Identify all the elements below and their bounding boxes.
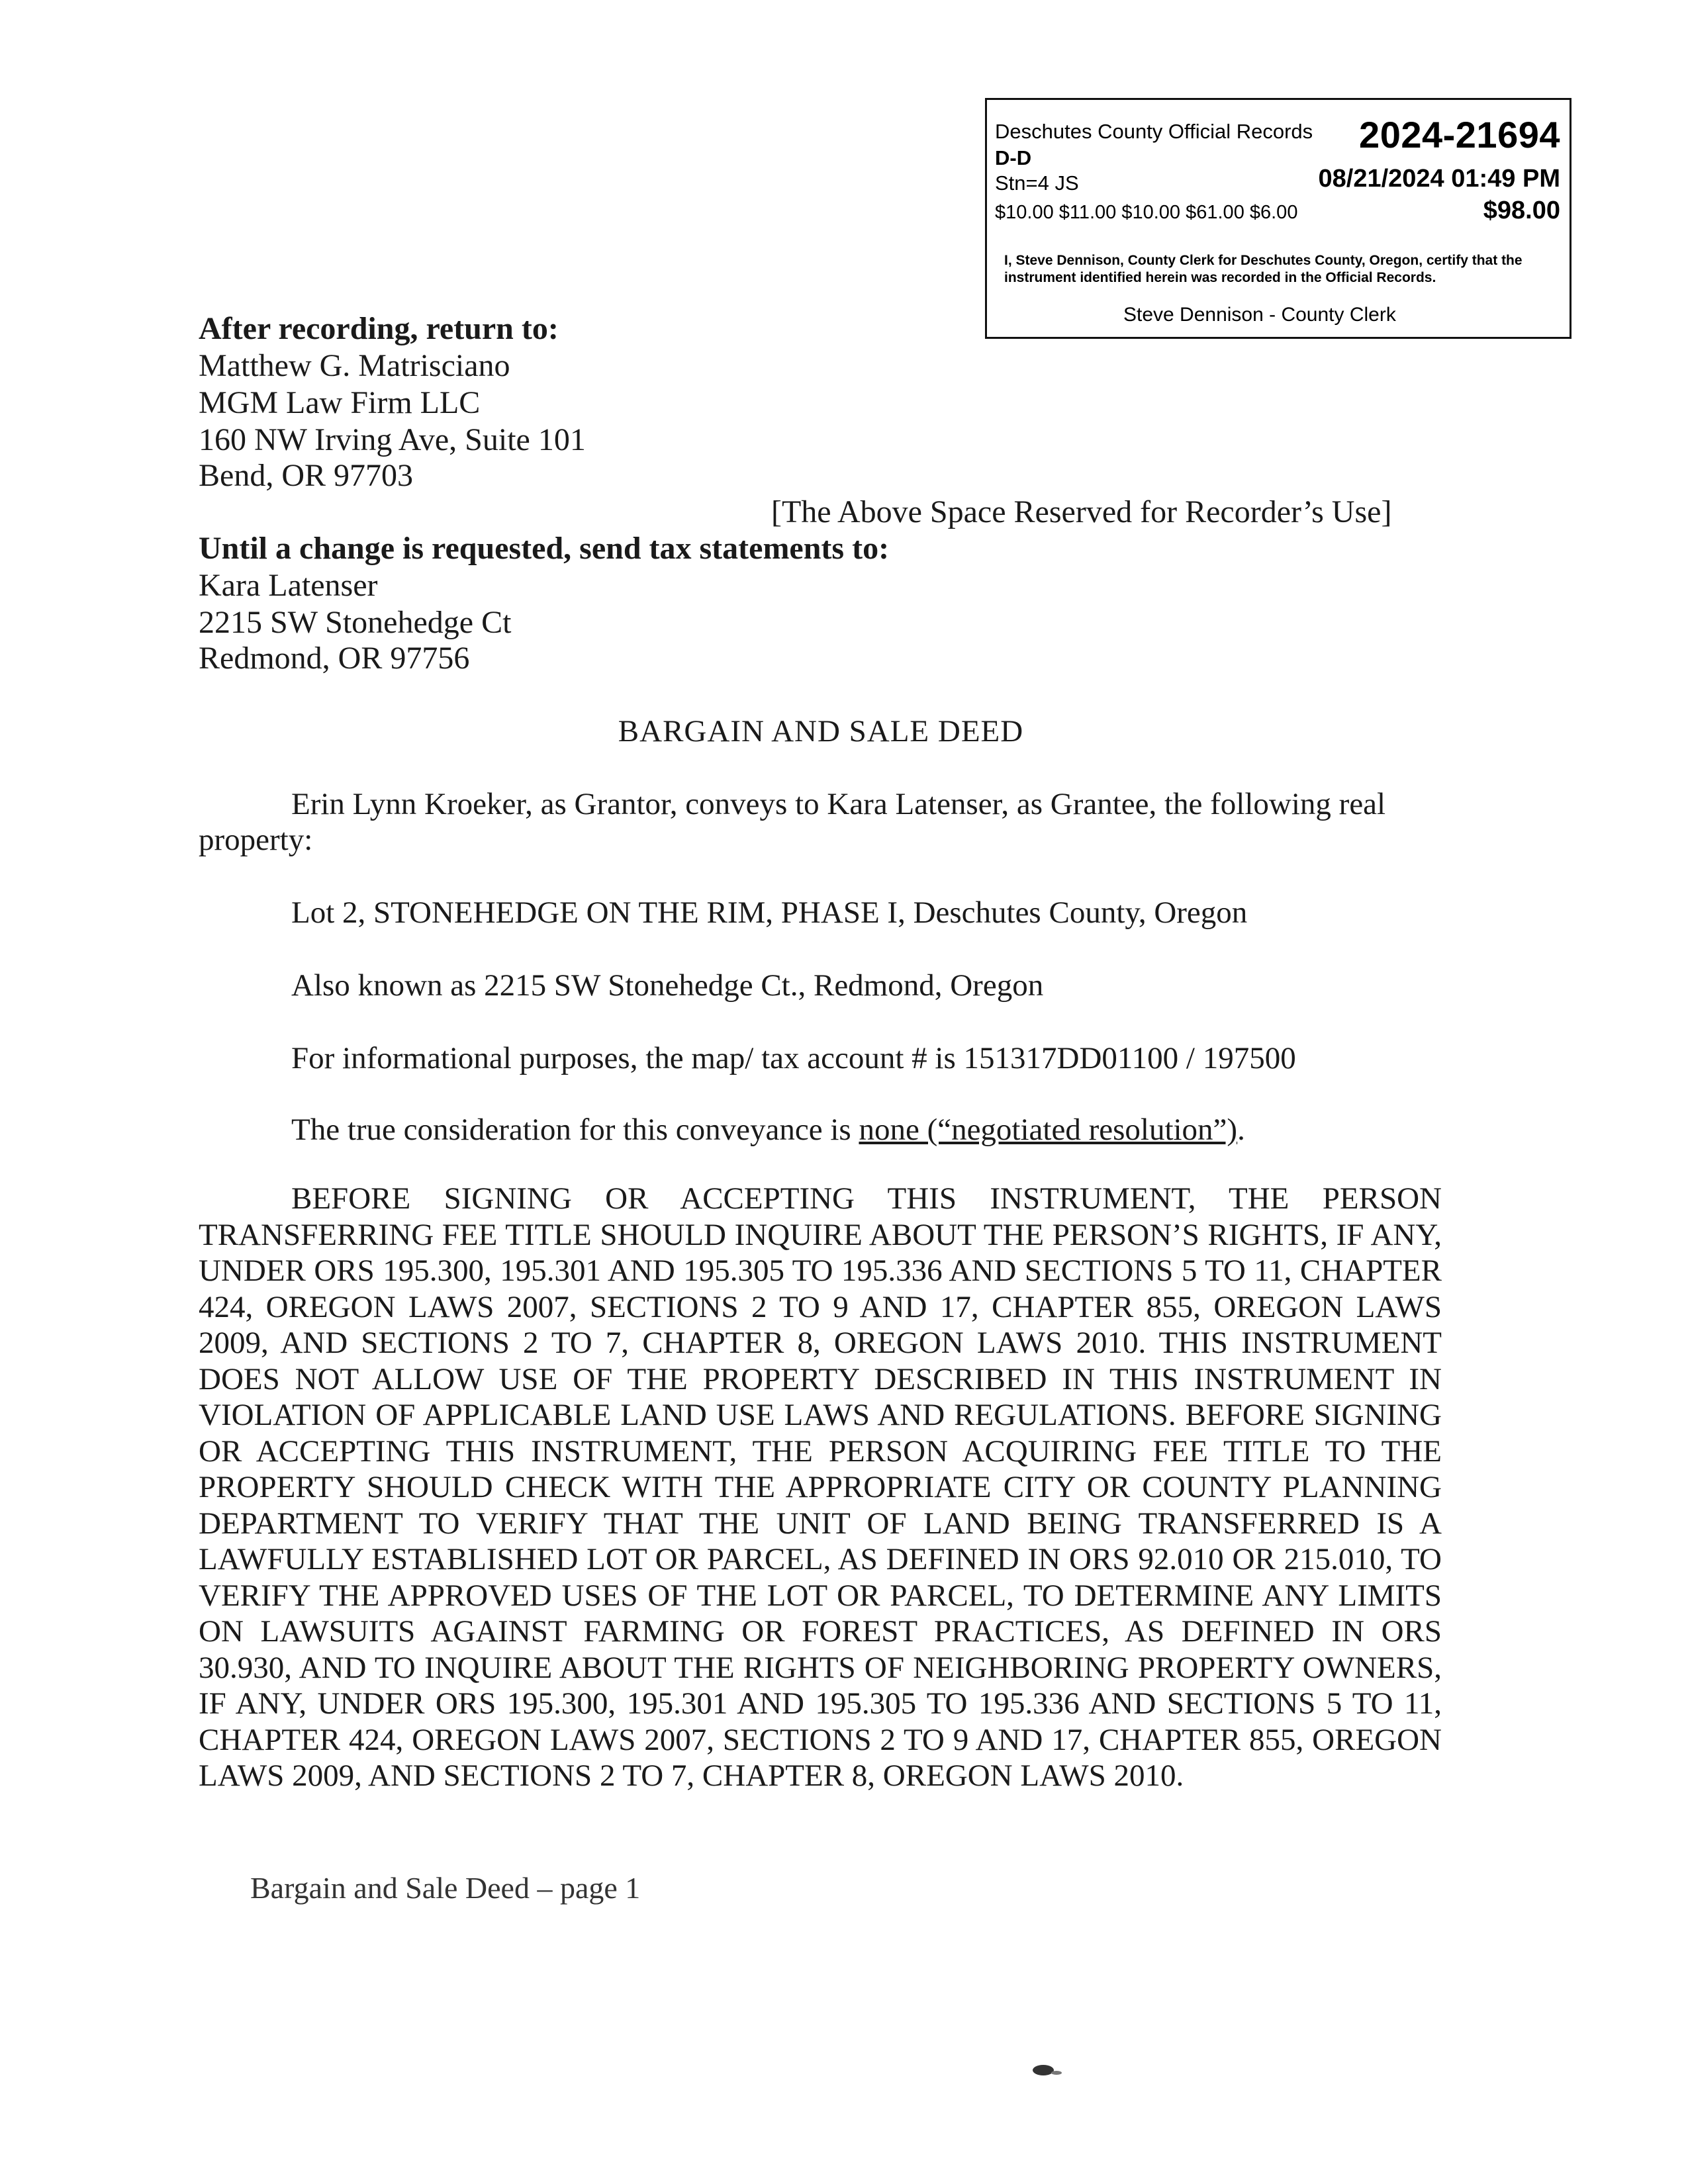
consideration-statement bbox=[291, 1112, 1245, 1148]
return-to-heading: After recording, return to: bbox=[199, 311, 559, 346]
reserved-note: [The Above Space Reserved for Recorder’s Use] bbox=[771, 494, 1392, 529]
statutory-warning: BEFORE SIGNING OR ACCEPTING THIS INSTRUMENT, THE PERSON TRANSFERRING FEE TITLE SHOULD INQUIRE ABOUT THE PERSON’S RIGHTS, IF ANY, UNDER ORS 195.300, 195.301 AND 195.305 TO 195.336 AND SECTIONS 5 TO 11, CHAPTER 424, OREGON LAWS 2007, SECTIONS 2 TO 9 AND 17, CHAPTER 855, OREGON LAWS 2009, AND SECTIONS 2 TO 7, CHAPTER 8, OREGON LAWS 2010. THIS INSTRUMENT DOES NOT ALLOW USE OF THE PROPERTY DESCRIBED IN THIS INSTRUMENT IN VIOLATION OF APPLICABLE LAND USE LAWS AND REGULATIONS. BEFORE SIGNING OR ACCEPTING THIS INSTRUMENT, THE PERSON ACQUIRING FEE TITLE TO THE PROPERTY SHOULD CHECK WITH THE APPROPRIATE CITY OR COUNTY PLANNING DEPARTMENT TO VERIFY THAT THE UNIT OF LAND BEING TRANSFERRED IS A LAWFULLY ESTABLISHED LOT OR PARCEL, AS DEFINED IN ORS 92.010 OR 215.010, TO VERIFY THE APPROVED USES OF THE LOT OR PARCEL, TO DETERMINE ANY LIMITS ON LAWSUITS AGAINST FARMING OR FOREST PRACTICES, AS DEFINED IN ORS 30.930, AND TO INQUIRE ABOUT THE RIGHTS OF NEIGHBORING PROPERTY OWNERS, IF ANY, UNDER ORS 195.300, 195.301 AND 195.305 TO 195.336 AND SECTIONS 5 TO 11, CHAPTER 424, OREGON LAWS 2007, SECTIONS 2 TO 9 AND 17, CHAPTER 855, OREGON LAWS 2009, AND SECTIONS 2 TO 7, CHAPTER 8, OREGON LAWS 2010. bbox=[199, 1181, 1442, 1793]
return-to-city: Bend, OR 97703 bbox=[199, 458, 413, 493]
stamp-station: Stn=4 JS bbox=[995, 171, 1079, 195]
page-footer: Bargain and Sale Deed – page 1 bbox=[250, 1871, 641, 1905]
stamp-certification: I, Steve Dennison, County Clerk for Deschutes County, Oregon, certify that the instrument identified herein was recorded in the Official Records. bbox=[1004, 253, 1523, 285]
recorder-stamp bbox=[985, 98, 1571, 339]
return-to-address: 160 NW Irving Ave, Suite 101 bbox=[199, 422, 586, 457]
stamp-fees: $10.00 $11.00 $10.00 $61.00 $6.00 bbox=[995, 202, 1298, 223]
stamp-total: $98.00 bbox=[1483, 197, 1560, 224]
return-to-firm: MGM Law Firm LLC bbox=[199, 385, 481, 420]
return-to-name: Matthew G. Matrisciano bbox=[199, 348, 510, 383]
tax-statements-heading: Until a change is requested, send tax statements to: bbox=[199, 531, 890, 566]
scan-smudge bbox=[1030, 2061, 1067, 2078]
stamp-clerk: Steve Dennison - County Clerk bbox=[1123, 304, 1396, 326]
stamp-record-number: 2024-21694 bbox=[1359, 114, 1560, 156]
tax-statements-city: Redmond, OR 97756 bbox=[199, 641, 470, 676]
tax-statements-address: 2215 SW Stonehedge Ct bbox=[199, 605, 512, 640]
document-title: BARGAIN AND SALE DEED bbox=[618, 714, 1024, 749]
stamp-office: Deschutes County Official Records bbox=[995, 120, 1313, 143]
stamp-datetime: 08/21/2024 01:49 PM bbox=[1318, 165, 1560, 193]
legal-description: Lot 2, STONEHEDGE ON THE RIM, PHASE I, Deschutes County, Oregon bbox=[291, 895, 1248, 930]
conveyance-paragraph: Erin Lynn Kroeker, as Grantor, conveys to Kara Latenser, as Grantee, the following real property: bbox=[199, 787, 1386, 857]
tax-account: For informational purposes, the map/ tax account # is 151317DD01100 / 197500 bbox=[291, 1041, 1296, 1075]
tax-statements-name: Kara Latenser bbox=[199, 568, 378, 603]
consideration-suffix: . bbox=[1237, 1113, 1245, 1147]
consideration-value: none (“negotiated resolution”) bbox=[859, 1113, 1238, 1147]
also-known-as: Also known as 2215 SW Stonehedge Ct., Redmond, Oregon bbox=[291, 968, 1044, 1003]
stamp-doc-type: D-D bbox=[995, 146, 1032, 169]
consideration-prefix: The true consideration for this conveyance is bbox=[291, 1113, 859, 1147]
